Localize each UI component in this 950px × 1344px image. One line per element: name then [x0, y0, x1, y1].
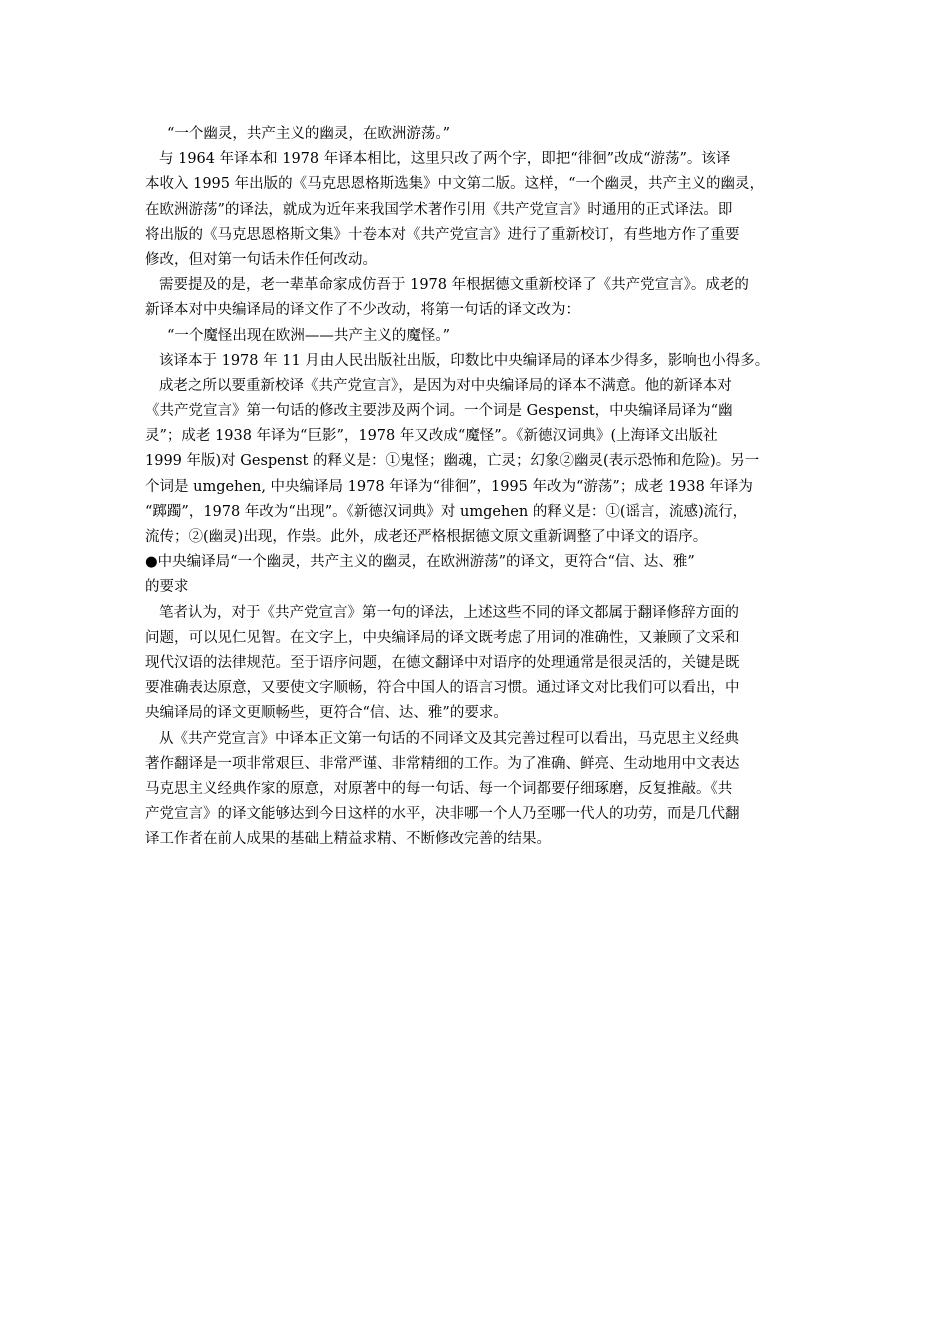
- paragraph-line: 从《共产党宣言》中译本正文第一句话的不同译文及其完善过程可以看出，马克思主义经典: [159, 730, 739, 747]
- document-body: [145, 122, 815, 852]
- paragraph-line: 个词是 umgehen, 中央编译局 1978 年译为“徘徊”，1995 年改为“游荡”；成老 1938 年译为: [145, 478, 753, 495]
- quote-line: “一个幽灵，共产主义的幽灵，在欧洲游荡。”: [167, 126, 451, 142]
- paragraph-line: 产党宣言》的译文能够达到今日这样的水平，决非哪一个人乃至哪一代人的功劳，而是几代翻: [145, 806, 740, 823]
- paragraph-line: 新译本对中央编译局的译文作了不少改动，将第一句话的译文改为：: [145, 302, 580, 319]
- paragraph-line: 成老之所以要重新校译《共产党宣言》，是因为对中央编译局的译本不满意。他的新译本对: [159, 377, 732, 394]
- paragraph-line: 在欧洲游荡”的译法，就成为近年来我国学术著作引用《共产党宣言》时通用的正式译法。即: [145, 201, 733, 218]
- paragraph-line: 央编译局的译文更顺畅些，更符合“信、达、雅”的要求。: [145, 705, 508, 722]
- paragraph-line: 《共产党宣言》第一句话的修改主要涉及两个词。一个词是 Gespenst，中央编译局译为“幽: [145, 403, 733, 420]
- paragraph-line: 译工作者在前人成果的基础上精益求精、不断修改完善的结果。: [145, 831, 551, 848]
- paragraph-line: 著作翻译是一项非常艰巨、非常严谨、非常精细的工作。为了准确、鲜亮、生动地用中文表达: [145, 755, 740, 772]
- paragraph-line: 该译本于 1978 年 11 月由人民出版社出版，印数比中央编译局的译本少得多，影响也小得多。: [159, 352, 770, 369]
- paragraph-line: 灵”；成老 1938 年译为“巨影”，1978 年又改成“魔怪”。《新德汉词典》(上海译文出版社: [145, 428, 718, 445]
- paragraph-line: 将出版的《马克思恩格斯文集》十卷本对《共产党宣言》进行了重新校订，有些地方作了重要: [145, 226, 740, 243]
- paragraph-line: 要准确表达原意，又要使文字顺畅，符合中国人的语言习惯。通过译文对比我们可以看出，中: [145, 680, 740, 697]
- paragraph-line: 1999 年版)对 Gespenst 的释义是：①鬼怪；幽魂，亡灵；幻象②幽灵(表示恐怖和危险)。另一: [145, 453, 760, 470]
- paragraph-line: 修改，但对第一句话未作任何改动。: [145, 251, 377, 268]
- section-heading: 的要求: [145, 579, 189, 596]
- quote-line: “一个魔怪出现在欧洲——共产主义的魔怪。”: [167, 327, 451, 344]
- paragraph-line: 现代汉语的法律规范。至于语序问题，在德文翻译中对语序的处理通常是很灵活的，关键是既: [145, 654, 740, 671]
- paragraph-line: 笔者认为，对于《共产党宣言》第一句的译法，上述这些不同的译文都属于翻译修辞方面的: [159, 604, 739, 621]
- paragraph-line: 问题，可以见仁见智。在文字上，中央编译局的译文既考虑了用词的准确性，又兼顾了文采和: [145, 629, 740, 646]
- paragraph-line: 本收入 1995 年出版的《马克思恩格斯选集》中文第二版。这样，“一个幽灵，共产主义的幽灵，: [145, 176, 765, 193]
- paragraph-line: 马克思主义经典作家的原意，对原著中的每一句话、每一个词都要仔细琢磨，反复推敲。《共: [145, 780, 733, 797]
- paragraph-line: 流传；②(幽灵)出现，作祟。此外，成老还严格根据德文原文重新调整了中译文的语序。: [145, 529, 708, 545]
- paragraph-line: 与 1964 年译本和 1978 年译本相比，这里只改了两个字，即把“徘徊”改成“游荡”。该译: [159, 151, 731, 168]
- section-heading: ●中央编译局“一个幽灵，共产主义的幽灵，在欧洲游荡”的译文，更符合“信、达、雅”: [145, 554, 695, 571]
- paragraph-line: 需要提及的是，老一辈革命家成仿吾于 1978 年根据德文重新校译了《共产党宣言》。成老的: [159, 277, 749, 294]
- paragraph-line: “踯躅”，1978 年改为“出现”。《新德汉词典》对 umgehen 的释义是：①(谣言，流感)流行，: [145, 503, 748, 520]
